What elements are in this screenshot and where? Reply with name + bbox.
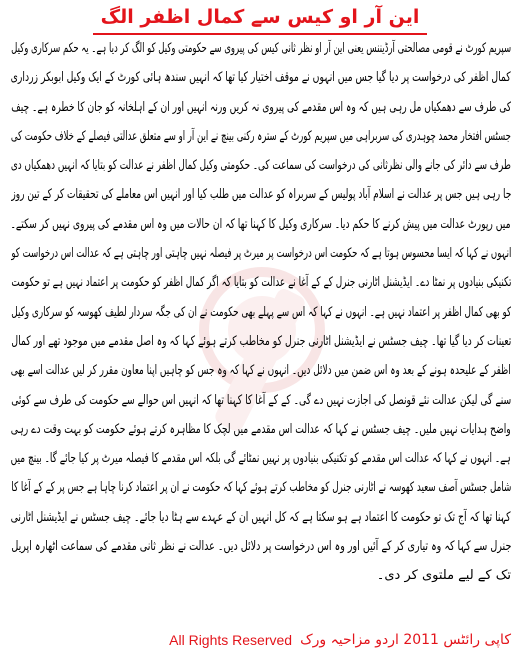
article-line: واضح ہدایات نہیں ملیں۔ چیف جسٹس نے کہا کہ عدالت اس مقدمے میں لچک کا مظاہرہ کرتے ہوئے حکومت کو بہت وقت دے رہی bbox=[10, 421, 511, 437]
article-line: تعینات کر دیا گیا تھا۔ چیف جسٹس نے ایڈیشنل اٹارنی جنرل کو مخاطب کرتے ہوئے کہا کہ وہ اصل مقدمے میں موجود تھے اور کمال bbox=[11, 333, 511, 349]
article-line: سنے گی لیکن عدالت نئے قونصل کی اجازت نہیں دے گی۔ کے کے آغا کا کہنا تھا کہ انہیں اس حوالے سے حکومت کی طرف سے کوئی bbox=[11, 392, 511, 408]
article-line: سپریم کورٹ نے قومی مصالحتی آرڈیننس یعنی این آر او نظر ثانی کیس کی پیروی سے حکومتی وکیل کو الگ کر دیا ہے۔ یہ حکم سرکاری وکیل bbox=[11, 41, 511, 56]
title-container bbox=[0, 4, 520, 35]
article-line: کو بھی کمال اظفر پر اعتماد نہیں ہے۔ انہوں نے کہا کہ اس سے پہلے بھی حکومت نے ان کی جگہ سردار لطیف کھوسہ کو سرکاری وکیل bbox=[11, 304, 511, 320]
footer bbox=[169, 628, 511, 652]
article-line: میں رپورٹ عدالت میں پیش کرنے کا حکم دیا۔ سرکاری وکیل کا کہنا تھا کہ ان حالات میں وہ اس مقدمے کی پیروی نہیں کر سکتے۔ bbox=[10, 216, 511, 232]
article-line: انہوں نے کہا کہ ایسا محسوس ہوتا ہے کہ حکومت اس درخواست پر میرٹ پر فیصلہ نہیں چاہتی اور چاہتی ہے کہ عدالت اس درخواست کو bbox=[11, 246, 511, 262]
article-line: کہنا تھا کہ آج تک تو حکومت کا اعتماد ہے ہو سکتا ہے کہ کل انہیں ان کے عہدے سے ہٹا دیا جائے۔ چیف جسٹس نے ایڈیشنل اٹارنی bbox=[10, 509, 511, 525]
article-line: جا رہی ہیں جس پر عدالت نے اسلام آباد پولیس کے سربراہ کو عدالت میں طلب کیا اور انہیں اس معاملے کی تحقیقات کر کے تین روز bbox=[11, 187, 511, 203]
article-title: این آر او کیس سے کمال اظفر الگ bbox=[93, 4, 428, 35]
article-line: جسٹس افتخار محمد چوہدری کی سربراہی میں سپریم کورٹ کے سترہ رکنی بینچ نے این آر او سے متعلق عدالتی فیصلے کے خلاف حکومت کی bbox=[11, 128, 511, 144]
article-line: کی طرف سے دھمکیاں مل رہی ہیں کہ وہ اس مقدمے کی پیروی نہ کریں ورنہ انہیں اور ان کے اہلخانہ کو جان کا خطرہ ہے۔ چیف bbox=[11, 99, 511, 115]
article-line: ہے۔ انہوں نے کہا کہ عدالت اس مقدمے کو تکنیکی بنیادوں پر نہیں نمٹائے گی بلکہ اس مقدمے کا فیصلہ میرٹ پر کیا جائے گا۔ بینچ میں bbox=[10, 451, 511, 467]
article-line: تک کے لیے ملتوی کر دی۔ bbox=[376, 568, 511, 584]
article-line: کمال اظفر کی درخواست پر دیا گیا جس میں انہوں نے موقف اختیار کیا تھا کہ انہیں سندھ ہائی کورٹ کے ایک وکیل ابوبکر زرداری bbox=[10, 70, 511, 86]
copyright-notice: کاپی رائٹس 2011 اردو مزاحیہ ورک bbox=[300, 632, 511, 648]
rights-reserved-text: All Rights Reserved bbox=[169, 632, 293, 648]
article-line: جنرل سے کہا کہ وہ تیاری کر کے آئیں اور وہ اس درخواست پر دلائل دیں۔ عدالت نے نظر ثانی مقدمے کی سماعت اٹھارہ اپریل bbox=[10, 539, 511, 555]
article-line: شامل جسٹس آصف سعید کھوسہ نے اٹارنی جنرل کو مخاطب کرتے ہوئے کہا کہ حکومت نے ان پر اعتماد کرنا چاہا ہے جس پر کے کے آغا کا bbox=[10, 480, 511, 496]
article-body bbox=[9, 34, 511, 591]
article-line: اظفر کے علیحدہ ہونے کے بعد وہ اس ضمن میں دلائل دیں۔ انہوں نے کہا کہ وہ جس کو چاہیں اپنا معاون مقرر کر لیں عدالت اسے بھی bbox=[11, 363, 511, 379]
article-line: طرف سے دائر کی جانے والی نظرثانی کی درخواست کی سماعت کی۔ حکومتی وکیل کمال اظفر نے عدالت کو بتایا کہ انہیں دھمکیاں دی bbox=[10, 158, 511, 174]
article-line: تکنیکی بنیادوں پر نمٹا دے۔ ایڈیشنل اٹارنی جنرل کے کے آغا نے عدالت کو بتایا کہ اگر کمال اظفر کو حکومت پر اعتماد نہیں ہے تو حکومت bbox=[11, 275, 511, 291]
